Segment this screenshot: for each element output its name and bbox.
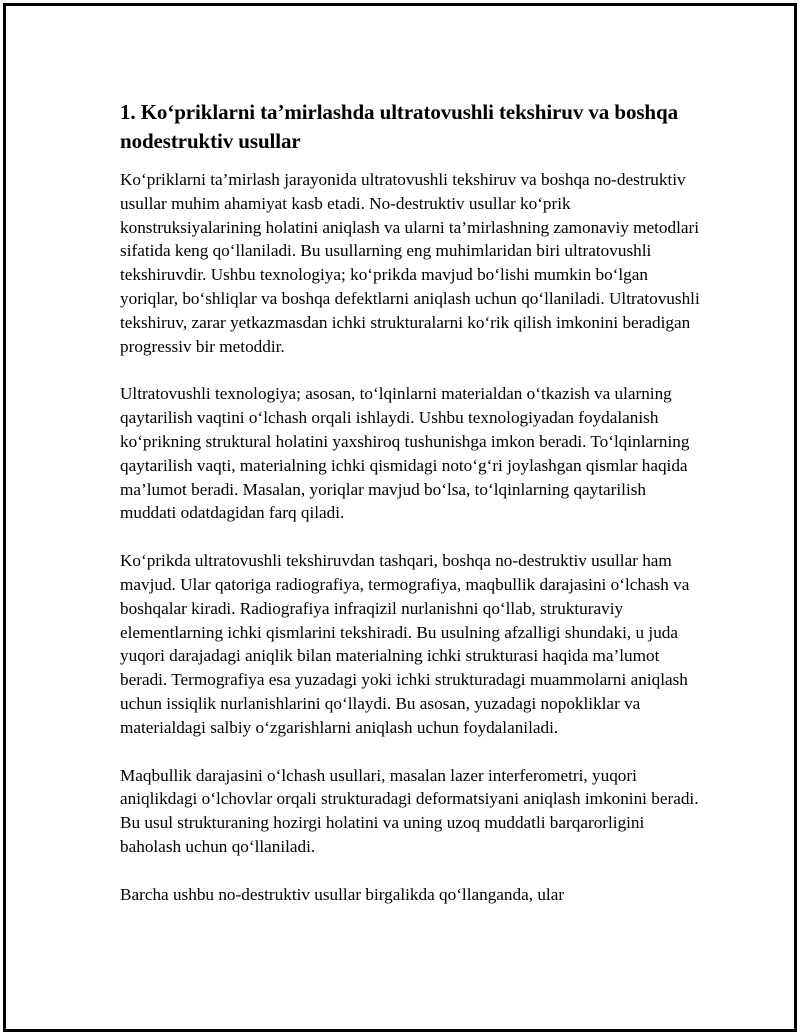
section-heading: 1. Ko‘priklarni ta’mirlashda ultratovushli tekshiruv va boshqa nodestruktiv usullar xyxy=(120,100,678,153)
page-frame xyxy=(3,3,797,1032)
paragraph-4: Maqbullik darajasini o‘lchash usullari, masalan lazer interferometri, yuqori aniqlikdagi o‘lchovlar orqali strukturadagi deformatsiyani aniqlash imkonini beradi. Bu usul strukturaning hozirgi holatini va uning uzoq muddatli barqarorligini baholash uchun qo‘llaniladi. xyxy=(120,765,699,856)
paragraph-1: Ko‘priklarni ta’mirlash jarayonida ultratovushli tekshiruv va boshqa no-destruktiv usullar muhim ahamiyat kasb etadi. No-destruktiv usullar ko‘prik konstruksiyalarining holatini aniqlash va ularni ta’mirlashning zamonaviy metodlari sifatida keng qo‘llaniladi. Bu usullarning eng muhimlaridan biri ultratovushli tekshiruvdir. Ushbu texnologiya; ko‘prikda mavjud bo‘lishi mumkin bo‘lgan yoriqlar, bo‘shliqlar va boshqa defektlarni aniqlash uchun qo‘llaniladi. Ultratovushli tekshiruv, zarar yetkazmasdan ichki strukturalarni ko‘rik qilish imkonini beradigan progressiv bir metoddir. xyxy=(120,170,700,356)
paragraph-5: Barcha ushbu no-destruktiv usullar birgalikda qo‘llanganda, ular xyxy=(120,884,565,904)
paragraph-2: Ultratovushli texnologiya; asosan, to‘lqinlarni materialdan o‘tkazish va ularning qaytarilish vaqtini o‘lchash orqali ishlaydi. Ushbu texnologiyadan foydalanish ko‘prikning struktural holatini yaxshiroq tushunishga imkon beradi. To‘lqinlarning qaytarilish vaqti, materialning ichki qismidagi noto‘g‘ri joylashgan qismlar haqida ma’lumot beradi. Masalan, yoriqlar mavjud bo‘lsa, to‘lqinlarning qaytarilish muddati odatdagidan farq qiladi. xyxy=(120,384,690,523)
paragraph-3: Ko‘prikda ultratovushli tekshiruvdan tashqari, boshqa no-destruktiv usullar ham mavjud. Ular qatoriga radiografiya, termografiya, maqbullik darajasini o‘lchash va boshqalar kiradi. Radiografiya infraqizil nurlanishni qo‘llab, strukturaviy elementlarning ichki qismlarini tekshiradi. Bu usulning afzalligi shundaki, u juda yuqori darajadagi aniqlik bilan materialning ichki strukturasi haqida ma’lumot beradi. Termografiya esa yuzadagi yoki ichki strukturadagi muammolarni aniqlash uchun issiqlik nurlanishlarini qo‘llaydi. Bu asosan, yuzadagi nopokliklar va materialdagi salbiy o‘zgarishlarni aniqlash uchun foydalaniladi. xyxy=(120,551,690,737)
document-body xyxy=(120,98,700,931)
